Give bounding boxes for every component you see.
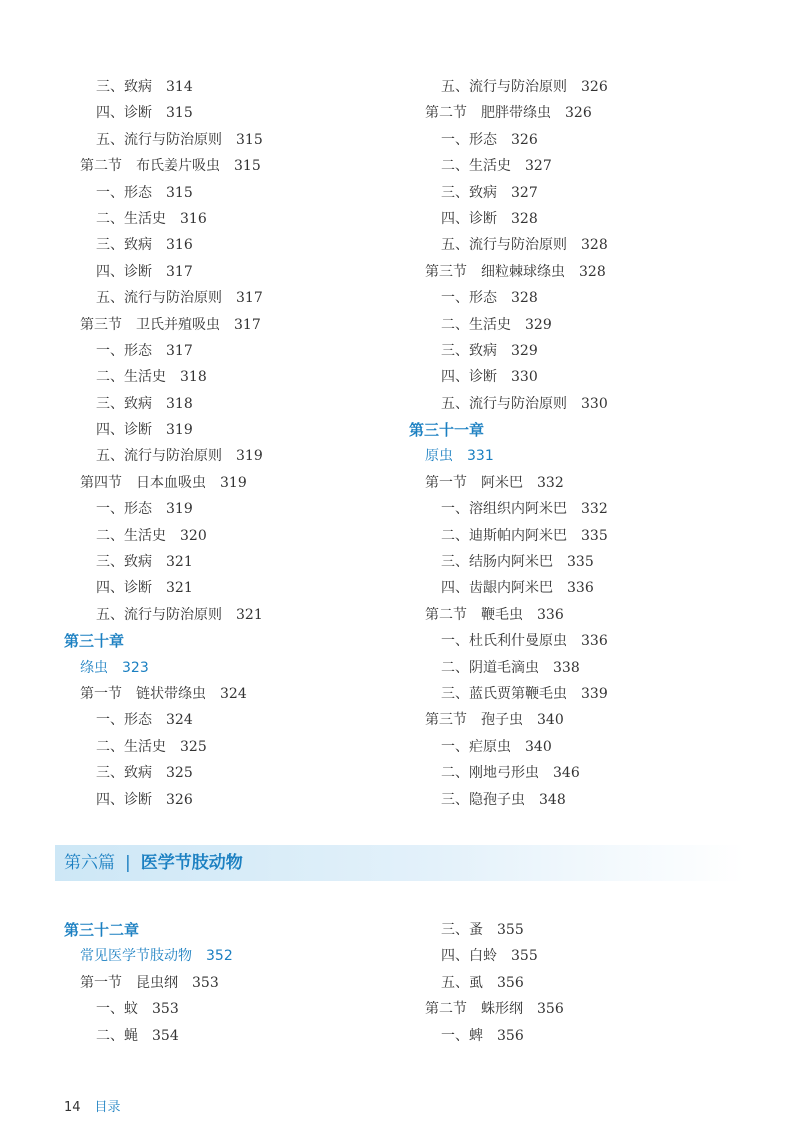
toc-entry-page: 332: [581, 501, 608, 518]
toc-chapter-title: [409, 443, 749, 469]
toc-subsection-entry: [64, 787, 394, 813]
toc-entry-text: 三、致病: [96, 765, 152, 782]
toc-subsection-entry: [409, 760, 749, 786]
toc-entry-text: 三、致病: [441, 184, 497, 201]
toc-entry-text: 一、溶组织内阿米巴: [441, 501, 567, 518]
toc-entry-text: 三、致病: [96, 79, 152, 95]
toc-column-bottom-left: [64, 917, 394, 1049]
toc-entry-text: 五、流行与防治原则: [96, 448, 222, 465]
toc-subsection-entry: [64, 206, 394, 232]
toc-subsection-entry: [409, 364, 749, 390]
toc-section-entry: [409, 707, 749, 733]
toc-entry-text: 二、阴道毛滴虫: [441, 659, 539, 676]
toc-entry-page: 325: [180, 738, 207, 755]
toc-entry-text: 二、刚地弓形虫: [441, 765, 539, 782]
toc-subsection-entry: [64, 707, 394, 733]
toc-entry-text: 五、虱: [441, 974, 483, 991]
toc-entry-page: 325: [166, 765, 193, 782]
toc-subsection-entry: [409, 496, 749, 522]
toc-entry-text: 四、诊断: [96, 105, 152, 122]
toc-column-top-right: [409, 74, 749, 813]
toc-entry-text: 第二节 布氏姜片吸虫: [80, 158, 220, 175]
toc-section-entry: [409, 259, 749, 285]
toc-entry-text: 第一节 链状带绦虫: [80, 685, 206, 702]
toc-entry-page: 315: [166, 184, 193, 201]
toc-chapter-heading: [409, 417, 749, 443]
toc-entry-text: 五、流行与防治原则: [441, 79, 567, 95]
toc-chapter-heading: [64, 917, 394, 943]
toc-entry-page: 356: [497, 1027, 524, 1044]
toc-entry-text: 第三节 细粒棘球绦虫: [425, 263, 565, 280]
part-number: 第六篇: [64, 853, 115, 873]
toc-entry-page: 320: [180, 527, 207, 544]
toc-entry-text: 绦虫: [80, 659, 108, 676]
toc-entry-text: 四、诊断: [96, 263, 152, 280]
toc-entry-text: 二、迪斯帕内阿米巴: [441, 527, 567, 544]
toc-subsection-entry: [409, 338, 749, 364]
toc-entry-text: 三、致病: [96, 554, 152, 571]
toc-entry-page: 321: [236, 606, 263, 623]
toc-subsection-entry: [64, 100, 394, 126]
toc-subsection-entry: [409, 312, 749, 338]
toc-entry-text: 一、杜氏利什曼原虫: [441, 633, 567, 650]
toc-subsection-entry: [409, 74, 749, 100]
footer-label: 目录: [94, 1100, 121, 1115]
toc-entry-page: 319: [220, 474, 247, 491]
toc-section-entry: [64, 312, 394, 338]
toc-entry-page: 314: [166, 79, 193, 95]
toc-entry-page: 317: [166, 342, 193, 359]
toc-entry-page: 338: [553, 659, 580, 676]
toc-entry-page: 326: [565, 105, 592, 122]
toc-entry-page: 316: [180, 210, 207, 227]
toc-entry-text: 一、形态: [441, 131, 497, 148]
toc-entry-text: 二、生活史: [96, 527, 166, 544]
toc-section-entry: [64, 681, 394, 707]
toc-subsection-entry: [409, 1023, 749, 1049]
toc-subsection-entry: [409, 523, 749, 549]
toc-entry-page: 327: [525, 158, 552, 175]
toc-entry-page: 356: [497, 974, 524, 991]
toc-entry-text: 五、流行与防治原则: [96, 290, 222, 307]
toc-entry-page: 328: [511, 290, 538, 307]
toc-subsection-entry: [409, 232, 749, 258]
page-footer: [64, 1096, 121, 1115]
toc-entry-page: 328: [579, 263, 606, 280]
toc-subsection-entry: [64, 496, 394, 522]
toc-entry-text: 四、诊断: [441, 369, 497, 386]
toc-entry-text: 一、疟原虫: [441, 738, 511, 755]
toc-section-entry: [409, 996, 749, 1022]
toc-subsection-entry: [409, 180, 749, 206]
toc-entry-page: 329: [525, 316, 552, 333]
toc-subsection-entry: [64, 259, 394, 285]
toc-entry-page: 356: [537, 1001, 564, 1018]
part-separator: |: [125, 853, 131, 873]
toc-entry-text: 五、流行与防治原则: [441, 395, 567, 412]
toc-entry-page: 315: [166, 105, 193, 122]
toc-entry-text: 一、形态: [96, 501, 152, 518]
toc-entry-page: 332: [537, 474, 564, 491]
toc-entry-text: 一、蜱: [441, 1027, 483, 1044]
toc-entry-page: 346: [553, 765, 580, 782]
toc-entry-page: 317: [236, 290, 263, 307]
toc-entry-text: 第三十章: [64, 632, 125, 651]
toc-entry-page: 328: [581, 237, 608, 254]
toc-subsection-entry: [64, 232, 394, 258]
toc-entry-page: 319: [236, 448, 263, 465]
toc-entry-text: 第一节 阿米巴: [425, 474, 523, 491]
toc-entry-text: 二、生活史: [441, 158, 511, 175]
toc-entry-page: 324: [166, 712, 193, 729]
toc-entry-page: 326: [166, 791, 193, 808]
toc-entry-page: 321: [166, 554, 193, 571]
toc-subsection-entry: [409, 655, 749, 681]
toc-subsection-entry: [64, 364, 394, 390]
toc-column-top-left: [64, 74, 394, 813]
toc-entry-text: 四、白蛉: [441, 948, 497, 965]
toc-subsection-entry: [64, 74, 394, 100]
toc-entry-text: 二、生活史: [96, 738, 166, 755]
toc-subsection-entry: [409, 127, 749, 153]
toc-entry-page: 340: [525, 738, 552, 755]
toc-subsection-entry: [409, 787, 749, 813]
toc-entry-text: 原虫: [425, 448, 453, 465]
toc-subsection-entry: [64, 549, 394, 575]
toc-entry-text: 第四节 日本血吸虫: [80, 474, 206, 491]
toc-subsection-entry: [64, 1023, 394, 1049]
toc-subsection-entry: [64, 760, 394, 786]
toc-entry-page: 331: [467, 448, 494, 465]
toc-entry-page: 323: [122, 659, 149, 676]
toc-subsection-entry: [64, 180, 394, 206]
toc-entry-page: 317: [234, 316, 261, 333]
toc-entry-page: 318: [180, 369, 207, 386]
toc-subsection-entry: [409, 575, 749, 601]
toc-entry-page: 340: [537, 712, 564, 729]
toc-entry-page: 321: [166, 580, 193, 597]
toc-subsection-entry: [409, 391, 749, 417]
toc-section-entry: [64, 970, 394, 996]
toc-entry-text: 二、生活史: [441, 316, 511, 333]
toc-section-entry: [409, 602, 749, 628]
toc-entry-text: 三、致病: [96, 395, 152, 412]
toc-subsection-entry: [64, 338, 394, 364]
toc-entry-page: 336: [581, 633, 608, 650]
toc-subsection-entry: [409, 943, 749, 969]
toc-entry-text: 常见医学节肢动物: [80, 948, 192, 965]
toc-entry-text: 第三十一章: [409, 421, 485, 440]
toc-entry-text: 第二节 蛛形纲: [425, 1001, 523, 1018]
toc-subsection-entry: [64, 523, 394, 549]
toc-entry-page: 324: [220, 685, 247, 702]
toc-subsection-entry: [409, 970, 749, 996]
toc-entry-page: 355: [511, 948, 538, 965]
toc-entry-text: 四、诊断: [96, 580, 152, 597]
toc-entry-page: 330: [581, 395, 608, 412]
toc-subsection-entry: [409, 681, 749, 707]
toc-entry-text: 五、流行与防治原则: [96, 131, 222, 148]
toc-subsection-entry: [64, 996, 394, 1022]
toc-entry-page: 315: [234, 158, 261, 175]
toc-entry-page: 315: [236, 131, 263, 148]
toc-entry-text: 第二节 肥胖带绦虫: [425, 105, 551, 122]
toc-entry-text: 四、诊断: [96, 422, 152, 439]
toc-entry-text: 五、流行与防治原则: [441, 237, 567, 254]
toc-entry-text: 一、蚊: [96, 1001, 138, 1018]
toc-entry-text: 三、隐孢子虫: [441, 791, 525, 808]
toc-subsection-entry: [64, 575, 394, 601]
toc-entry-text: 三、结肠内阿米巴: [441, 554, 553, 571]
toc-entry-page: 326: [511, 131, 538, 148]
toc-section-entry: [64, 153, 394, 179]
toc-subsection-entry: [409, 917, 749, 943]
toc-entry-text: 一、形态: [96, 342, 152, 359]
toc-entry-text: 一、形态: [441, 290, 497, 307]
toc-chapter-title: [64, 943, 394, 969]
toc-entry-page: 339: [581, 685, 608, 702]
toc-entry-text: 二、蝇: [96, 1027, 138, 1044]
toc-entry-text: 第三节 卫氏并殖吸虫: [80, 316, 220, 333]
toc-entry-page: 354: [152, 1027, 179, 1044]
toc-entry-text: 第二节 鞭毛虫: [425, 606, 523, 623]
toc-entry-page: 330: [511, 369, 538, 386]
toc-subsection-entry: [409, 206, 749, 232]
toc-entry-text: 三、致病: [96, 237, 152, 254]
toc-section-entry: [409, 470, 749, 496]
page-number: 14: [64, 1100, 81, 1115]
toc-section-entry: [64, 470, 394, 496]
toc-entry-text: 五、流行与防治原则: [96, 606, 222, 623]
toc-subsection-entry: [409, 153, 749, 179]
toc-subsection-entry: [64, 602, 394, 628]
toc-entry-text: 二、生活史: [96, 210, 166, 227]
toc-entry-text: 三、致病: [441, 342, 497, 359]
toc-entry-text: 第三节 孢子虫: [425, 712, 523, 729]
toc-entry-text: 四、诊断: [441, 210, 497, 227]
toc-entry-page: 352: [206, 948, 233, 965]
toc-entry-page: 329: [511, 342, 538, 359]
toc-section-entry: [409, 100, 749, 126]
toc-entry-text: 第三十二章: [64, 921, 140, 939]
part-banner: [55, 845, 745, 881]
toc-chapter-heading: [64, 628, 394, 654]
toc-subsection-entry: [64, 127, 394, 153]
toc-entry-page: 317: [166, 263, 193, 280]
toc-entry-page: 335: [581, 527, 608, 544]
toc-subsection-entry: [64, 734, 394, 760]
toc-subsection-entry: [64, 443, 394, 469]
toc-entry-text: 四、齿龈内阿米巴: [441, 580, 553, 597]
toc-entry-page: 355: [497, 922, 524, 938]
toc-entry-page: 318: [166, 395, 193, 412]
toc-column-bottom-right: [409, 917, 749, 1049]
toc-subsection-entry: [409, 734, 749, 760]
toc-entry-page: 319: [166, 501, 193, 518]
toc-entry-text: 三、蓝氏贾第鞭毛虫: [441, 685, 567, 702]
toc-entry-text: 第一节 昆虫纲: [80, 974, 178, 991]
toc-entry-text: 四、诊断: [96, 791, 152, 808]
toc-entry-text: 三、蚤: [441, 922, 483, 938]
toc-subsection-entry: [409, 628, 749, 654]
toc-entry-text: 二、生活史: [96, 369, 166, 386]
toc-chapter-title: [64, 655, 394, 681]
toc-entry-text: 一、形态: [96, 712, 152, 729]
toc-subsection-entry: [64, 285, 394, 311]
toc-entry-page: 353: [152, 1001, 179, 1018]
toc-subsection-entry: [409, 549, 749, 575]
toc-entry-page: 348: [539, 791, 566, 808]
toc-subsection-entry: [64, 417, 394, 443]
toc-entry-page: 319: [166, 422, 193, 439]
toc-entry-page: 327: [511, 184, 538, 201]
toc-entry-page: 335: [567, 554, 594, 571]
toc-entry-page: 336: [537, 606, 564, 623]
toc-entry-page: 326: [581, 79, 608, 95]
toc-entry-page: 328: [511, 210, 538, 227]
toc-entry-text: 一、形态: [96, 184, 152, 201]
toc-entry-page: 316: [166, 237, 193, 254]
toc-subsection-entry: [409, 285, 749, 311]
part-title: 医学节肢动物: [140, 853, 243, 873]
toc-subsection-entry: [64, 391, 394, 417]
toc-entry-page: 353: [192, 974, 219, 991]
toc-entry-page: 336: [567, 580, 594, 597]
